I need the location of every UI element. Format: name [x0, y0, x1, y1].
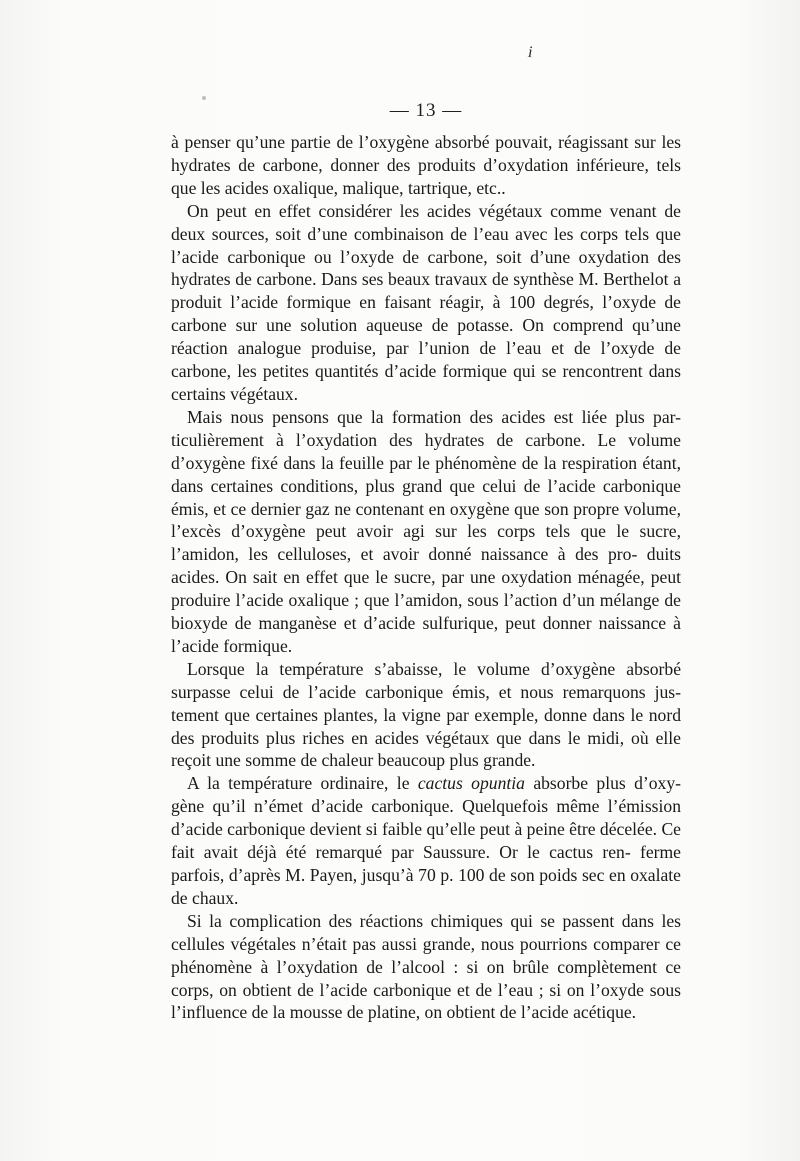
paragraph-text: Mais nous pensons que la formation des acides est liée plus par- ticulièrement à l’oxydation des hydrates de carbone. Le volume d’oxygène fixé dans la feuille par le phénomène de la respiration étant, dans certaines conditions, plus grand que celui de l’acide carbonique émis, et ce dernier gaz ne contenant en oxygène que son propre volume, l’excès d’oxygène peut avoir agi sur les corps tels que le sucre, l’amidon, les celluloses, et avoir donné naissance à des pro- duits acides. On sait en effet que le sucre, par une oxydation ménagée, peut produire l’acide oxalique ; que l’amidon, sous l’action d’un mélange de bioxyde de manganèse et d’acide sulfurique, peut donner naissance à l’acide formique.	[171, 406, 681, 656]
paragraph	[171, 910, 681, 1025]
paragraph	[171, 406, 681, 658]
body-text	[171, 131, 681, 1024]
corner-mark: i	[526, 43, 534, 62]
page-number: — 13 —	[389, 100, 463, 121]
paragraph	[171, 772, 681, 909]
paragraph	[171, 658, 681, 773]
paragraph-text: absorbe plus d’oxy- gène qu’il n’émet d’acide carbonique. Quelquefois même l’émission d’acide carbonique devient si faible qu’elle peut à peine être décelée. Ce fait avait déjà été remarqué par Saussure. Or le cactus ren- ferme parfois, d’après M. Payen, jusqu’à 70 p. 100 de son poids sec en oxalate de chaux.	[171, 773, 681, 908]
paragraph-text: à penser qu’une partie de l’oxygène absorbé pouvait, réagissant sur les hydrates de carbone, donner des produits d’oxydation inférieure, tels que les acides oxalique, malique, tartrique, etc..	[171, 132, 681, 198]
paragraph-text: Si la complication des réactions chimiques qui se passent dans les cellules végétales n’était pas aussi grande, nous pourrions comparer ce phénomène à l’oxydation de l’alcool : si on brûle complètement ce corps, on obtient de l’acide carbonique et de l’eau ; si on l’oxyde sous l’influence de la mousse de platine, on obtient de l’acide acétique.	[171, 910, 681, 1023]
species-name: cactus opuntia	[417, 773, 525, 794]
paragraph-text: A la température ordinaire, le	[187, 773, 418, 794]
paragraph	[171, 200, 681, 406]
paragraph	[171, 131, 681, 200]
paragraph-text: On peut en effet considérer les acides végétaux comme venant de deux sources, soit d’une combinaison de l’eau avec les corps tels que l’acide carbonique ou l’oxyde de carbone, soit d’une oxydation des hydrates de carbone. Dans ses beaux travaux de synthèse M. Berthelot a produit l’acide formique en faisant réagir, à 100 degrés, l’oxyde de carbone sur une solution aqueuse de potasse. On comprend qu’une réaction analogue produise, par l’union de l’eau et de l’oxyde de carbone, les petites quantités d’acide formique qui se rencontrent dans certains végétaux.	[171, 200, 681, 404]
paragraph-text: Lorsque la température s’abaisse, le volume d’oxygène absorbé surpasse celui de l’acide carbonique émis, et nous remarquons jus- tement que certaines plantes, la vigne par exemple, donne dans le nord des produits plus riches en acides végétaux que dans le midi, où elle reçoit une somme de chaleur beaucoup plus grande.	[171, 658, 681, 771]
